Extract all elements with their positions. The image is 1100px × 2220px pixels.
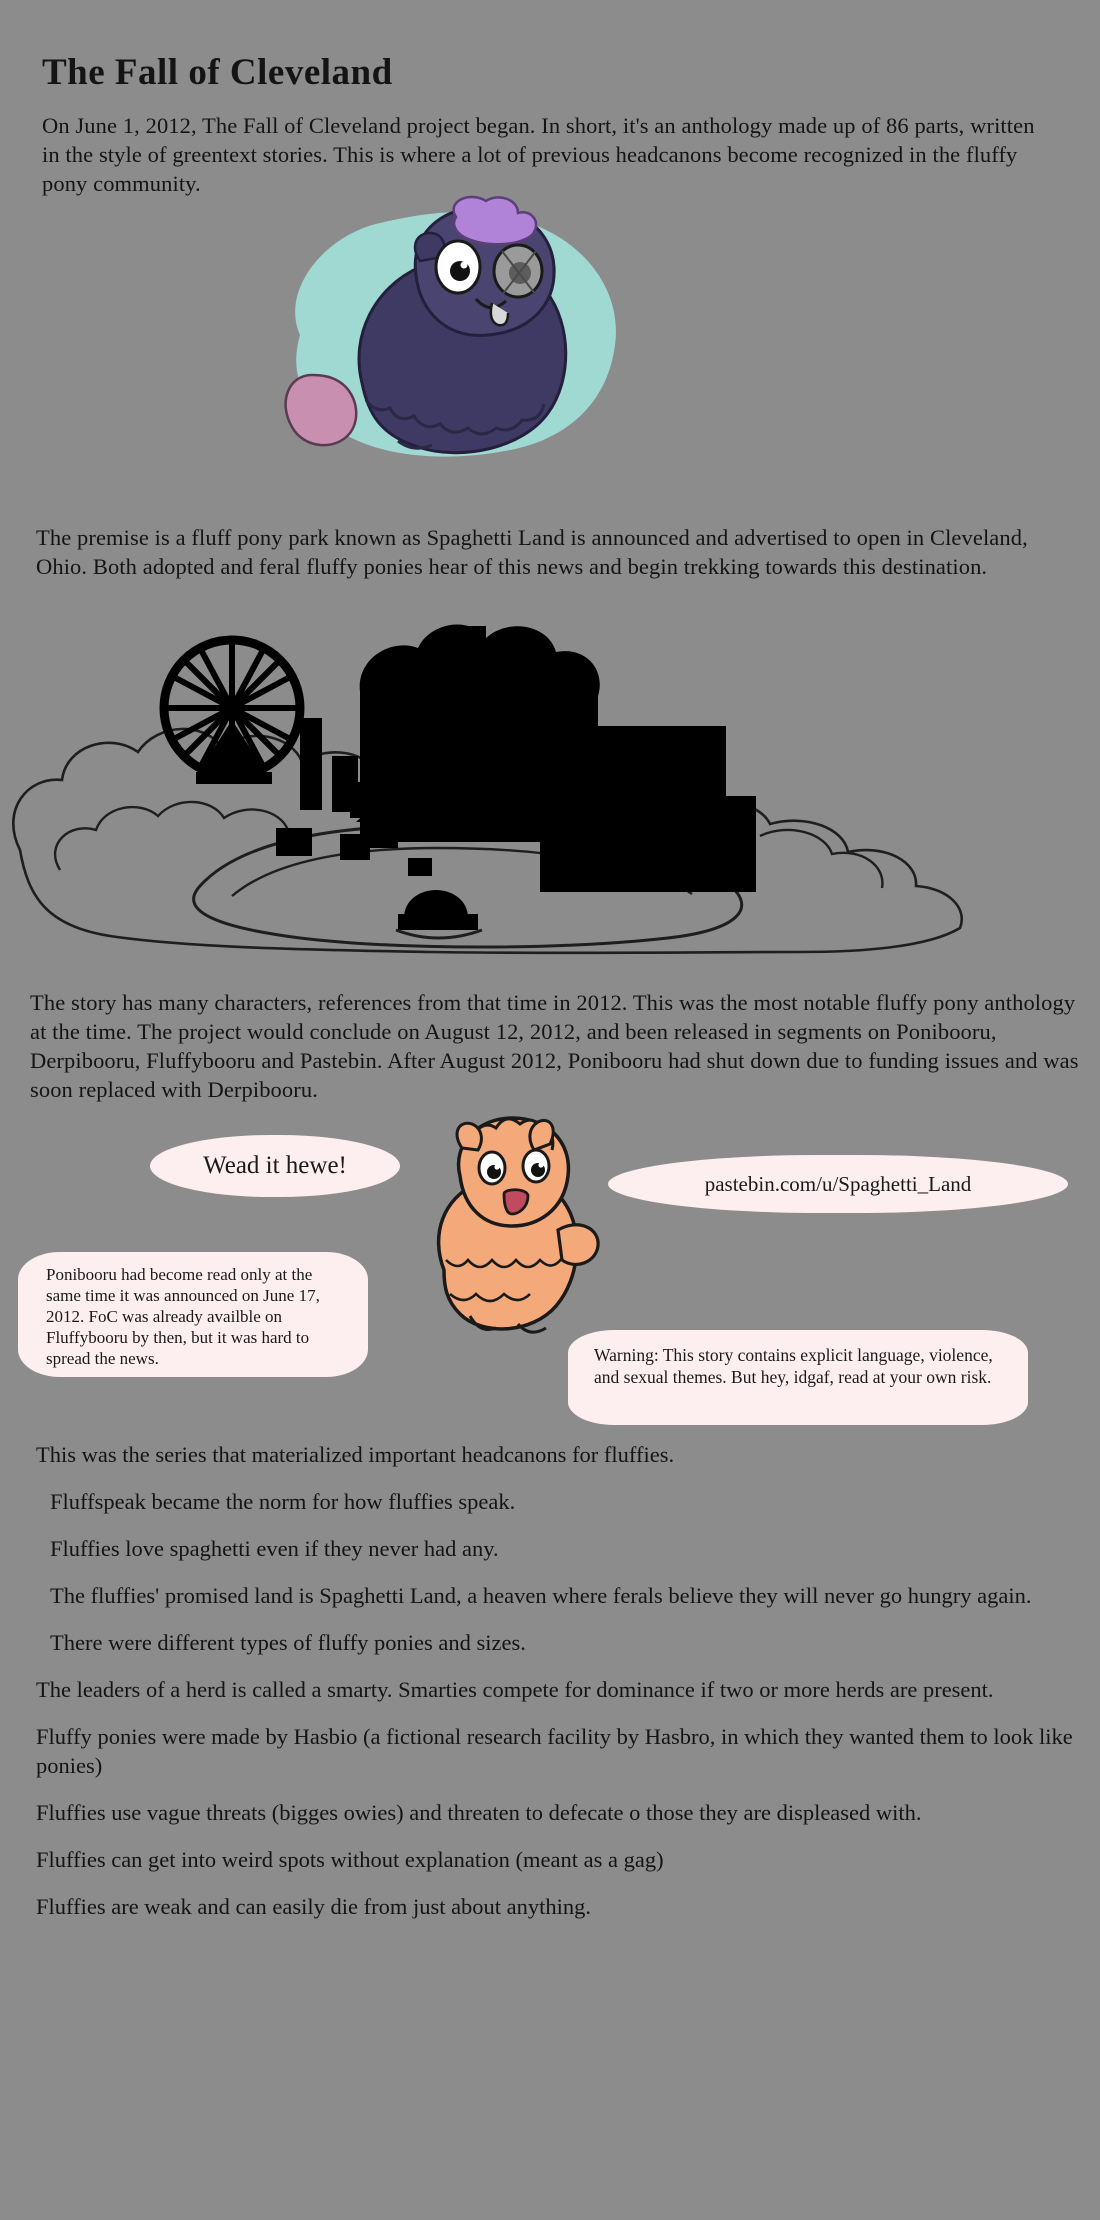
note-bubble-warning-text: Warning: This story contains explicit language, violence, and sexual themes. But hey, idgaf, read at your own risk. — [594, 1345, 993, 1387]
note-bubble-ponibooru-text: Ponibooru had become read only at the same time it was announced on June 17, 2012. FoC was already availble on Fluffybooru by then, but it was hard to spread the news. — [46, 1265, 320, 1368]
speech-bubble-wead-it — [150, 1135, 400, 1197]
note-bubble-warning — [568, 1330, 1028, 1425]
list-item: Fluffies use vague threats (bigges owies) and threaten to defecate o those they are displeased with. — [36, 1800, 922, 1825]
page-title: The Fall of Cleveland — [42, 51, 393, 93]
note-bubble-ponibooru — [18, 1252, 368, 1377]
zombie-fluffy-illustration — [270, 195, 640, 485]
story-paragraph: The story has many characters, references from that time in 2012. This was the most notable fluffy pony anthology at the time. The project would conclude on August 12, 2012, and been released in segments on Ponibooru, Derpibooru, Fluffybooru and Pastebin. After August 2012, Ponibooru had shut down due to funding issues and was soon replaced with Derpibooru. — [30, 989, 1079, 1102]
list-item: Fluffy ponies were made by Hasbio (a fictional research facility by Hasbro, in which they wanted them to look like ponies) — [36, 1724, 1073, 1778]
list-item: There were different types of fluffy ponies and sizes. — [50, 1630, 526, 1655]
intro-paragraph: On June 1, 2012, The Fall of Cleveland project began. In short, it's an anthology made up of 86 parts, written in the style of greentext stories. This is where a lot of previous headcanons become recognized in the fluffy pony community. — [42, 112, 1035, 196]
list-item: The fluffies' promised land is Spaghetti Land, a heaven where ferals believe they will never go hungry again. — [50, 1583, 1032, 1608]
park-silhouette-illustration — [0, 600, 1100, 970]
headcanon-list — [36, 1440, 1076, 1939]
speech-bubble-wead-it-text: Wead it hewe! — [203, 1152, 347, 1179]
list-item: Fluffies can get into weird spots without explanation (meant as a gag) — [36, 1847, 664, 1872]
speech-bubble-pastebin-link[interactable] — [608, 1155, 1068, 1213]
list-item: Fluffies are weak and can easily die from just about anything. — [36, 1894, 592, 1919]
list-item: Fluffies love spaghetti even if they never had any. — [50, 1536, 499, 1561]
headcanon-lead: This was the series that materialized important headcanons for fluffies. — [36, 1442, 675, 1467]
pastebin-link-text[interactable]: pastebin.com/u/Spaghetti_Land — [704, 1171, 972, 1196]
list-item: Fluffspeak became the norm for how fluffies speak. — [50, 1489, 516, 1514]
premise-paragraph: The premise is a fluff pony park known as Spaghetti Land is announced and advertised to open in Cleveland, Ohio. Both adopted and feral fluffy ponies hear of this news and begin trekking towards this destination. — [36, 524, 1028, 579]
orange-fluffy-illustration — [400, 1110, 630, 1360]
list-item: The leaders of a herd is called a smarty. Smarties compete for dominance if two or more herds are present. — [36, 1677, 994, 1702]
